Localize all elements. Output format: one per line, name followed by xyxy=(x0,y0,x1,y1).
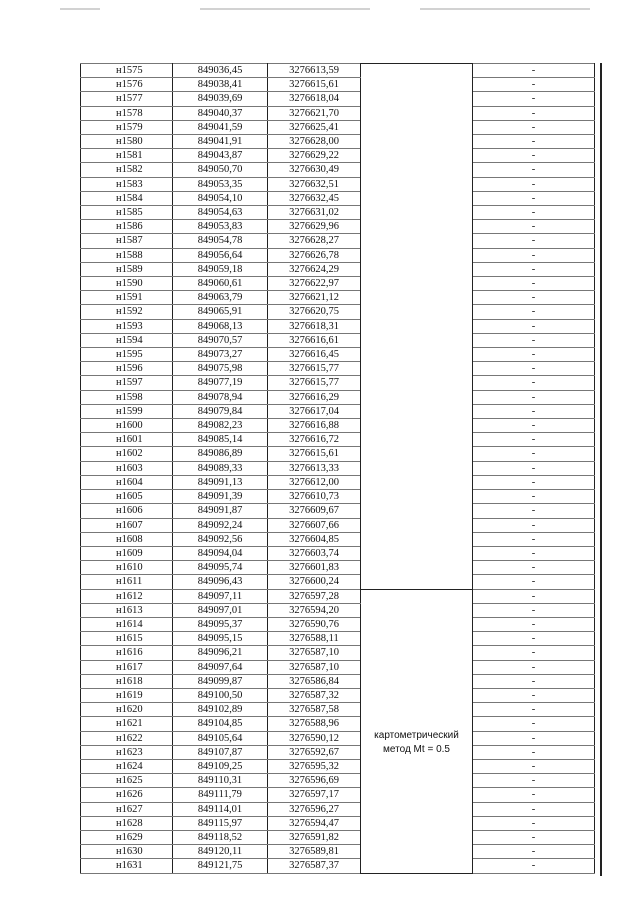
point-name-cell: н1621 xyxy=(81,717,173,731)
point-name-cell: н1581 xyxy=(81,149,173,163)
table-row xyxy=(81,149,595,163)
empty-mark-cell: - xyxy=(473,447,595,461)
y-coordinate-cell: 3276590,12 xyxy=(268,731,361,745)
empty-mark-cell: - xyxy=(473,191,595,205)
y-coordinate-cell: 3276589,81 xyxy=(268,845,361,859)
empty-mark-cell: - xyxy=(473,277,595,291)
empty-mark-cell: - xyxy=(473,390,595,404)
point-name-cell: н1625 xyxy=(81,774,173,788)
x-coordinate-cell: 849053,83 xyxy=(173,220,268,234)
x-coordinate-cell: 849039,69 xyxy=(173,92,268,106)
empty-mark-cell: - xyxy=(473,362,595,376)
table-row xyxy=(81,92,595,106)
table-row xyxy=(81,106,595,120)
y-coordinate-cell: 3276588,96 xyxy=(268,717,361,731)
point-name-cell: н1630 xyxy=(81,845,173,859)
x-coordinate-cell: 849038,41 xyxy=(173,78,268,92)
x-coordinate-cell: 849118,52 xyxy=(173,830,268,844)
table-row xyxy=(81,333,595,347)
point-name-cell: н1601 xyxy=(81,433,173,447)
table-row xyxy=(81,419,595,433)
point-name-cell: н1607 xyxy=(81,518,173,532)
empty-mark-cell: - xyxy=(473,589,595,603)
table-row xyxy=(81,532,595,546)
x-coordinate-cell: 849082,23 xyxy=(173,419,268,433)
x-coordinate-cell: 849099,87 xyxy=(173,674,268,688)
x-coordinate-cell: 849063,79 xyxy=(173,291,268,305)
empty-mark-cell: - xyxy=(473,632,595,646)
y-coordinate-cell: 3276613,33 xyxy=(268,461,361,475)
table-row xyxy=(81,206,595,220)
empty-mark-cell: - xyxy=(473,646,595,660)
x-coordinate-cell: 849078,94 xyxy=(173,390,268,404)
method-cell: картометрический метод Mt = 0.5 xyxy=(361,589,473,873)
empty-mark-cell: - xyxy=(473,475,595,489)
point-name-cell: н1584 xyxy=(81,191,173,205)
coordinates-table xyxy=(80,63,595,874)
point-name-cell: н1591 xyxy=(81,291,173,305)
table-row xyxy=(81,120,595,134)
point-name-cell: н1594 xyxy=(81,333,173,347)
point-name-cell: н1575 xyxy=(81,64,173,78)
point-name-cell: н1626 xyxy=(81,788,173,802)
x-coordinate-cell: 849075,98 xyxy=(173,362,268,376)
y-coordinate-cell: 3276626,78 xyxy=(268,248,361,262)
point-name-cell: н1622 xyxy=(81,731,173,745)
y-coordinate-cell: 3276628,27 xyxy=(268,234,361,248)
point-name-cell: н1588 xyxy=(81,248,173,262)
y-coordinate-cell: 3276591,82 xyxy=(268,830,361,844)
y-coordinate-cell: 3276587,10 xyxy=(268,646,361,660)
table-row xyxy=(81,461,595,475)
x-coordinate-cell: 849095,37 xyxy=(173,617,268,631)
empty-mark-cell: - xyxy=(473,575,595,589)
x-coordinate-cell: 849091,13 xyxy=(173,475,268,489)
y-coordinate-cell: 3276625,41 xyxy=(268,120,361,134)
y-coordinate-cell: 3276615,77 xyxy=(268,376,361,390)
empty-mark-cell: - xyxy=(473,404,595,418)
y-coordinate-cell: 3276616,88 xyxy=(268,419,361,433)
x-coordinate-cell: 849079,84 xyxy=(173,404,268,418)
empty-mark-cell: - xyxy=(473,333,595,347)
empty-mark-cell: - xyxy=(473,802,595,816)
table-row xyxy=(81,674,595,688)
y-coordinate-cell: 3276618,04 xyxy=(268,92,361,106)
y-coordinate-cell: 3276616,45 xyxy=(268,348,361,362)
y-coordinate-cell: 3276629,22 xyxy=(268,149,361,163)
y-coordinate-cell: 3276615,61 xyxy=(268,447,361,461)
x-coordinate-cell: 849050,70 xyxy=(173,163,268,177)
x-coordinate-cell: 849092,24 xyxy=(173,518,268,532)
x-coordinate-cell: 849096,21 xyxy=(173,646,268,660)
x-coordinate-cell: 849068,13 xyxy=(173,319,268,333)
empty-mark-cell: - xyxy=(473,248,595,262)
point-name-cell: н1586 xyxy=(81,220,173,234)
point-name-cell: н1615 xyxy=(81,632,173,646)
x-coordinate-cell: 849120,11 xyxy=(173,845,268,859)
point-name-cell: н1576 xyxy=(81,78,173,92)
x-coordinate-cell: 849121,75 xyxy=(173,859,268,873)
table-row xyxy=(81,305,595,319)
x-coordinate-cell: 849041,91 xyxy=(173,135,268,149)
y-coordinate-cell: 3276613,59 xyxy=(268,64,361,78)
table-row xyxy=(81,390,595,404)
table-row xyxy=(81,234,595,248)
y-coordinate-cell: 3276592,67 xyxy=(268,745,361,759)
y-coordinate-cell: 3276622,97 xyxy=(268,277,361,291)
x-coordinate-cell: 849091,39 xyxy=(173,490,268,504)
point-name-cell: н1578 xyxy=(81,106,173,120)
point-name-cell: н1609 xyxy=(81,546,173,560)
point-name-cell: н1596 xyxy=(81,362,173,376)
empty-mark-cell: - xyxy=(473,717,595,731)
table-row xyxy=(81,220,595,234)
point-name-cell: н1598 xyxy=(81,390,173,404)
y-coordinate-cell: 3276615,61 xyxy=(268,78,361,92)
empty-mark-cell: - xyxy=(473,674,595,688)
empty-mark-cell: - xyxy=(473,490,595,504)
empty-mark-cell: - xyxy=(473,64,595,78)
empty-mark-cell: - xyxy=(473,348,595,362)
x-coordinate-cell: 849073,27 xyxy=(173,348,268,362)
x-coordinate-cell: 849085,14 xyxy=(173,433,268,447)
y-coordinate-cell: 3276630,49 xyxy=(268,163,361,177)
table-row xyxy=(81,546,595,560)
empty-mark-cell: - xyxy=(473,561,595,575)
empty-mark-cell: - xyxy=(473,518,595,532)
table-row xyxy=(81,774,595,788)
point-name-cell: н1589 xyxy=(81,262,173,276)
table-row xyxy=(81,589,595,603)
point-name-cell: н1590 xyxy=(81,277,173,291)
x-coordinate-cell: 849041,59 xyxy=(173,120,268,134)
empty-mark-cell: - xyxy=(473,177,595,191)
point-name-cell: н1628 xyxy=(81,816,173,830)
x-coordinate-cell: 849097,64 xyxy=(173,660,268,674)
table-row xyxy=(81,475,595,489)
point-name-cell: н1611 xyxy=(81,575,173,589)
y-coordinate-cell: 3276587,10 xyxy=(268,660,361,674)
x-coordinate-cell: 849109,25 xyxy=(173,759,268,773)
point-name-cell: н1593 xyxy=(81,319,173,333)
y-coordinate-cell: 3276603,74 xyxy=(268,546,361,560)
empty-mark-cell: - xyxy=(473,262,595,276)
table-row xyxy=(81,703,595,717)
table-row xyxy=(81,262,595,276)
x-coordinate-cell: 849110,31 xyxy=(173,774,268,788)
x-coordinate-cell: 849096,43 xyxy=(173,575,268,589)
x-coordinate-cell: 849054,63 xyxy=(173,206,268,220)
table-row xyxy=(81,603,595,617)
empty-mark-cell: - xyxy=(473,603,595,617)
y-coordinate-cell: 3276609,67 xyxy=(268,504,361,518)
x-coordinate-cell: 849070,57 xyxy=(173,333,268,347)
table-row xyxy=(81,177,595,191)
point-name-cell: н1587 xyxy=(81,234,173,248)
empty-mark-cell: - xyxy=(473,220,595,234)
x-coordinate-cell: 849104,85 xyxy=(173,717,268,731)
table-row xyxy=(81,845,595,859)
empty-mark-cell: - xyxy=(473,461,595,475)
point-name-cell: н1616 xyxy=(81,646,173,660)
table-row xyxy=(81,376,595,390)
y-coordinate-cell: 3276621,70 xyxy=(268,106,361,120)
coordinates-table-body xyxy=(81,64,595,874)
table-right-border xyxy=(600,63,602,876)
table-row xyxy=(81,191,595,205)
empty-mark-cell: - xyxy=(473,376,595,390)
y-coordinate-cell: 3276596,69 xyxy=(268,774,361,788)
x-coordinate-cell: 849040,37 xyxy=(173,106,268,120)
point-name-cell: н1627 xyxy=(81,802,173,816)
table-row xyxy=(81,433,595,447)
y-coordinate-cell: 3276587,37 xyxy=(268,859,361,873)
table-row xyxy=(81,348,595,362)
empty-mark-cell: - xyxy=(473,774,595,788)
point-name-cell: н1605 xyxy=(81,490,173,504)
point-name-cell: н1618 xyxy=(81,674,173,688)
empty-mark-cell: - xyxy=(473,234,595,248)
y-coordinate-cell: 3276604,85 xyxy=(268,532,361,546)
y-coordinate-cell: 3276590,76 xyxy=(268,617,361,631)
empty-mark-cell: - xyxy=(473,660,595,674)
empty-mark-cell: - xyxy=(473,759,595,773)
x-coordinate-cell: 849056,64 xyxy=(173,248,268,262)
x-coordinate-cell: 849092,56 xyxy=(173,532,268,546)
point-name-cell: н1624 xyxy=(81,759,173,773)
y-coordinate-cell: 3276631,02 xyxy=(268,206,361,220)
table-row xyxy=(81,277,595,291)
point-name-cell: н1610 xyxy=(81,561,173,575)
point-name-cell: н1580 xyxy=(81,135,173,149)
x-coordinate-cell: 849097,11 xyxy=(173,589,268,603)
point-name-cell: н1614 xyxy=(81,617,173,631)
point-name-cell: н1619 xyxy=(81,688,173,702)
x-coordinate-cell: 849059,18 xyxy=(173,262,268,276)
y-coordinate-cell: 3276629,96 xyxy=(268,220,361,234)
table-row xyxy=(81,362,595,376)
y-coordinate-cell: 3276594,20 xyxy=(268,603,361,617)
point-name-cell: н1617 xyxy=(81,660,173,674)
scan-artifact xyxy=(200,8,370,10)
x-coordinate-cell: 849097,01 xyxy=(173,603,268,617)
empty-mark-cell: - xyxy=(473,731,595,745)
table-row xyxy=(81,802,595,816)
point-name-cell: н1604 xyxy=(81,475,173,489)
y-coordinate-cell: 3276616,61 xyxy=(268,333,361,347)
point-name-cell: н1608 xyxy=(81,532,173,546)
method-cell-empty xyxy=(361,64,473,590)
point-name-cell: н1585 xyxy=(81,206,173,220)
empty-mark-cell: - xyxy=(473,845,595,859)
point-name-cell: н1595 xyxy=(81,348,173,362)
point-name-cell: н1582 xyxy=(81,163,173,177)
empty-mark-cell: - xyxy=(473,419,595,433)
table-row xyxy=(81,859,595,873)
table-row xyxy=(81,617,595,631)
y-coordinate-cell: 3276615,77 xyxy=(268,362,361,376)
scan-artifact xyxy=(420,8,590,10)
table-row xyxy=(81,759,595,773)
empty-mark-cell: - xyxy=(473,319,595,333)
table-row xyxy=(81,660,595,674)
table-row xyxy=(81,490,595,504)
y-coordinate-cell: 3276601,83 xyxy=(268,561,361,575)
x-coordinate-cell: 849114,01 xyxy=(173,802,268,816)
table-row xyxy=(81,816,595,830)
x-coordinate-cell: 849043,87 xyxy=(173,149,268,163)
empty-mark-cell: - xyxy=(473,816,595,830)
point-name-cell: н1600 xyxy=(81,419,173,433)
point-name-cell: н1579 xyxy=(81,120,173,134)
x-coordinate-cell: 849095,74 xyxy=(173,561,268,575)
y-coordinate-cell: 3276618,31 xyxy=(268,319,361,333)
y-coordinate-cell: 3276632,51 xyxy=(268,177,361,191)
x-coordinate-cell: 849036,45 xyxy=(173,64,268,78)
empty-mark-cell: - xyxy=(473,617,595,631)
table-row xyxy=(81,731,595,745)
table-row xyxy=(81,561,595,575)
point-name-cell: н1577 xyxy=(81,92,173,106)
y-coordinate-cell: 3276620,75 xyxy=(268,305,361,319)
table-row xyxy=(81,646,595,660)
y-coordinate-cell: 3276616,72 xyxy=(268,433,361,447)
y-coordinate-cell: 3276612,00 xyxy=(268,475,361,489)
point-name-cell: н1592 xyxy=(81,305,173,319)
y-coordinate-cell: 3276597,28 xyxy=(268,589,361,603)
empty-mark-cell: - xyxy=(473,92,595,106)
x-coordinate-cell: 849105,64 xyxy=(173,731,268,745)
y-coordinate-cell: 3276607,66 xyxy=(268,518,361,532)
table-row xyxy=(81,717,595,731)
y-coordinate-cell: 3276595,32 xyxy=(268,759,361,773)
x-coordinate-cell: 849102,89 xyxy=(173,703,268,717)
table-row xyxy=(81,404,595,418)
empty-mark-cell: - xyxy=(473,149,595,163)
x-coordinate-cell: 849115,97 xyxy=(173,816,268,830)
x-coordinate-cell: 849060,61 xyxy=(173,277,268,291)
table-row xyxy=(81,447,595,461)
table-row xyxy=(81,518,595,532)
point-name-cell: н1623 xyxy=(81,745,173,759)
y-coordinate-cell: 3276586,84 xyxy=(268,674,361,688)
point-name-cell: н1631 xyxy=(81,859,173,873)
point-name-cell: н1606 xyxy=(81,504,173,518)
empty-mark-cell: - xyxy=(473,532,595,546)
table-row xyxy=(81,78,595,92)
empty-mark-cell: - xyxy=(473,859,595,873)
x-coordinate-cell: 849054,10 xyxy=(173,191,268,205)
empty-mark-cell: - xyxy=(473,433,595,447)
point-name-cell: н1597 xyxy=(81,376,173,390)
empty-mark-cell: - xyxy=(473,78,595,92)
scan-artifact xyxy=(60,8,100,10)
empty-mark-cell: - xyxy=(473,106,595,120)
empty-mark-cell: - xyxy=(473,703,595,717)
x-coordinate-cell: 849054,78 xyxy=(173,234,268,248)
y-coordinate-cell: 3276621,12 xyxy=(268,291,361,305)
x-coordinate-cell: 849095,15 xyxy=(173,632,268,646)
x-coordinate-cell: 849107,87 xyxy=(173,745,268,759)
y-coordinate-cell: 3276594,47 xyxy=(268,816,361,830)
x-coordinate-cell: 849086,89 xyxy=(173,447,268,461)
x-coordinate-cell: 849053,35 xyxy=(173,177,268,191)
table-row xyxy=(81,575,595,589)
table-row xyxy=(81,632,595,646)
empty-mark-cell: - xyxy=(473,504,595,518)
x-coordinate-cell: 849065,91 xyxy=(173,305,268,319)
table-row xyxy=(81,135,595,149)
point-name-cell: н1613 xyxy=(81,603,173,617)
y-coordinate-cell: 3276596,27 xyxy=(268,802,361,816)
y-coordinate-cell: 3276588,11 xyxy=(268,632,361,646)
point-name-cell: н1603 xyxy=(81,461,173,475)
table-row xyxy=(81,745,595,759)
x-coordinate-cell: 849094,04 xyxy=(173,546,268,560)
empty-mark-cell: - xyxy=(473,745,595,759)
empty-mark-cell: - xyxy=(473,688,595,702)
table-row xyxy=(81,248,595,262)
y-coordinate-cell: 3276597,17 xyxy=(268,788,361,802)
table-row xyxy=(81,291,595,305)
empty-mark-cell: - xyxy=(473,120,595,134)
x-coordinate-cell: 849111,79 xyxy=(173,788,268,802)
empty-mark-cell: - xyxy=(473,546,595,560)
point-name-cell: н1599 xyxy=(81,404,173,418)
point-name-cell: н1612 xyxy=(81,589,173,603)
empty-mark-cell: - xyxy=(473,830,595,844)
empty-mark-cell: - xyxy=(473,206,595,220)
point-name-cell: н1602 xyxy=(81,447,173,461)
empty-mark-cell: - xyxy=(473,305,595,319)
table-row xyxy=(81,64,595,78)
table-row xyxy=(81,163,595,177)
table-row xyxy=(81,830,595,844)
y-coordinate-cell: 3276616,29 xyxy=(268,390,361,404)
empty-mark-cell: - xyxy=(473,291,595,305)
y-coordinate-cell: 3276610,73 xyxy=(268,490,361,504)
x-coordinate-cell: 849091,87 xyxy=(173,504,268,518)
y-coordinate-cell: 3276632,45 xyxy=(268,191,361,205)
y-coordinate-cell: 3276587,58 xyxy=(268,703,361,717)
empty-mark-cell: - xyxy=(473,788,595,802)
empty-mark-cell: - xyxy=(473,135,595,149)
table-row xyxy=(81,319,595,333)
x-coordinate-cell: 849077,19 xyxy=(173,376,268,390)
table-row xyxy=(81,688,595,702)
x-coordinate-cell: 849089,33 xyxy=(173,461,268,475)
x-coordinate-cell: 849100,50 xyxy=(173,688,268,702)
y-coordinate-cell: 3276600,24 xyxy=(268,575,361,589)
point-name-cell: н1583 xyxy=(81,177,173,191)
y-coordinate-cell: 3276587,32 xyxy=(268,688,361,702)
point-name-cell: н1629 xyxy=(81,830,173,844)
empty-mark-cell: - xyxy=(473,163,595,177)
table-row xyxy=(81,504,595,518)
point-name-cell: н1620 xyxy=(81,703,173,717)
y-coordinate-cell: 3276617,04 xyxy=(268,404,361,418)
y-coordinate-cell: 3276628,00 xyxy=(268,135,361,149)
y-coordinate-cell: 3276624,29 xyxy=(268,262,361,276)
table-row xyxy=(81,788,595,802)
